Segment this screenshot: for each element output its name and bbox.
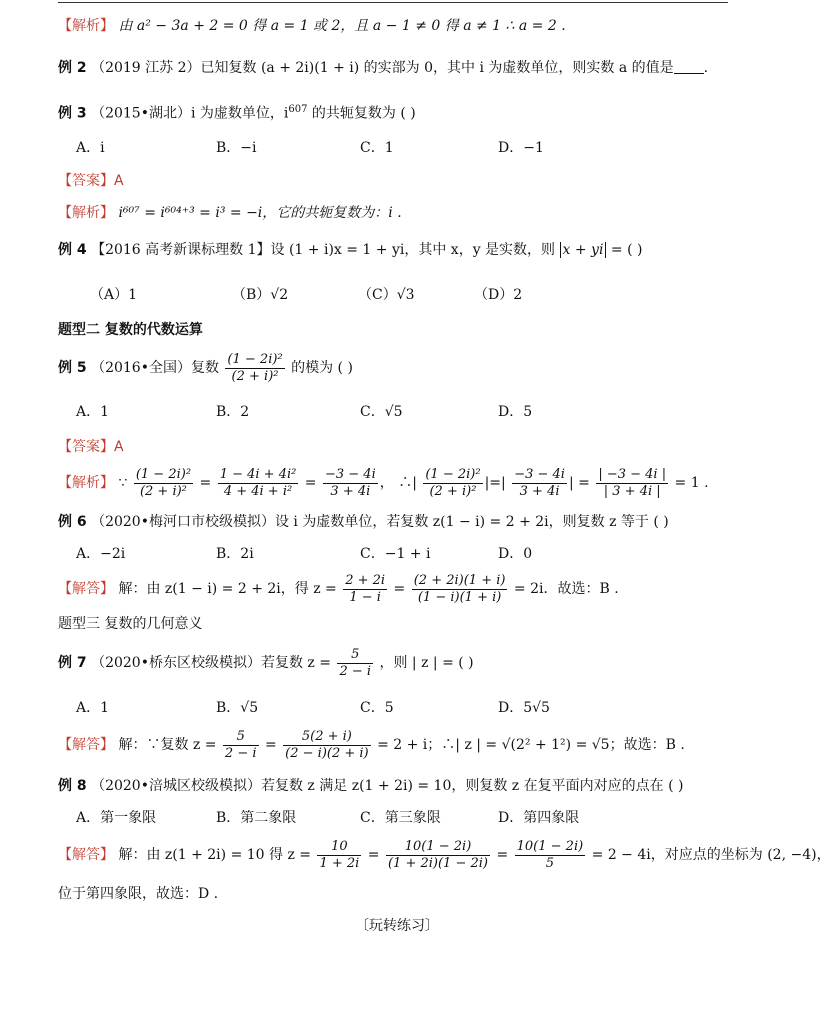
numerator: 1 − 4i + 4i² — [219, 466, 297, 482]
example-label: 例 3 — [58, 105, 87, 122]
choice-d: D．−1 — [498, 140, 544, 156]
solution-tag: 【解答】 — [58, 581, 114, 597]
solution-text: = 2i．故选：B . — [513, 581, 619, 597]
example-label: 例 7 — [58, 655, 87, 671]
analysis-tag: 【解析】 — [58, 475, 114, 491]
because-symbol: ∵ — [118, 475, 128, 491]
denominator: (2 − i)(2 + i) — [285, 745, 369, 761]
choice-c: C．√5 — [360, 404, 403, 420]
choice-a: A．1 — [76, 700, 110, 716]
denominator: (2 + i)² — [231, 368, 279, 384]
denominator: 2 − i — [224, 745, 257, 761]
solution-line-7 — [58, 726, 685, 764]
example-tail: ，则 | z | = ( ) — [379, 655, 474, 671]
denominator: 1 − i — [349, 589, 381, 605]
result: = 1 . — [674, 475, 709, 491]
example-7 — [58, 644, 474, 682]
example-text: （2020•梅河口市校级模拟）设 i 为虚数单位，若复数 z(1 − i) = 2 + 2i，则复数 z 等于 ( ) — [91, 514, 669, 530]
solution-text: 解：∵复数 z = — [118, 737, 217, 753]
choice-d: D．5√5 — [498, 700, 550, 716]
choice-b: B．√5 — [216, 700, 259, 716]
fraction — [323, 467, 378, 500]
example-label: 例 2 — [58, 60, 87, 76]
choice-a: A．1 — [76, 404, 110, 420]
example-text: （2019 江苏 2）已知复数 (a + 2i)(1 + i) 的实部为 0，其中 i 为虚数单位，则实数 a 的值是 — [91, 60, 674, 76]
equals: = — [304, 475, 317, 491]
exponent: 607 — [288, 104, 308, 115]
solution-text: 解：由 z(1 + 2i) = 10 得 z = — [118, 847, 312, 863]
fraction — [218, 467, 299, 500]
example-tail: 的共轭复数为 ( ) — [307, 105, 416, 122]
fraction — [512, 467, 567, 500]
numerator: 10 — [317, 839, 361, 856]
answer-value: A — [114, 173, 124, 189]
choice-a: A．−2i — [76, 546, 126, 562]
choice-b: B．2 — [216, 404, 250, 420]
denominator: 4 + 4i + i² — [223, 483, 293, 499]
therefore-symbol: ∴ — [398, 475, 413, 491]
example-2: 例 2 （2019 江苏 2）已知复数 (a + 2i)(1 + i) 的实部为 0，其中 i 为虚数单位，则实数 a 的值是 . — [58, 60, 709, 76]
answer-blank — [674, 59, 704, 74]
example-text: （2020•涪城区校级模拟）若复数 z 满足 z(1 + 2i) = 10，则复数 z 在复平面内对应的点在 ( ) — [91, 778, 684, 794]
example-text: （2016•全国）复数 — [91, 360, 219, 376]
fraction — [283, 729, 370, 762]
choice-c: C．−1 + i — [360, 546, 431, 562]
fraction — [515, 839, 586, 872]
solution-text: = 2 − 4i，对应点的坐标为 (2, −4)， — [591, 847, 831, 863]
solution-line-8b: 位于第四象限，故选：D . — [58, 886, 219, 902]
numerator: −3 − 4i — [514, 466, 565, 482]
analysis-tag: 【解析】 — [58, 18, 114, 34]
analysis-line-5: 【解析】 ∵ $\frac{\text{(1 − 2i)²}}{\text{(2 + i)²}}$ = $\frac{\text{1 − 4i + 4i²}}{\text{4 + 4i + i²}}$ = $\frac{-3 - 4i}{3 + 4i}$ ， ∴| $\frac{\text{(1 − 2i)²}}{\text{(2 + i)²}}$ |=| $\frac{-3 - 4i}{3 + 4i}$ | = $\frac{| -3 - 4i |}{| 3 + 4i |}$ = 1 . — [58, 466, 709, 499]
absolute-value: x + yi — [560, 242, 607, 258]
section-heading: 题型三 复数的几何意义 — [58, 616, 203, 632]
example-text: （2015•湖北）i 为虚数单位，i — [91, 105, 289, 122]
analysis-line-3 — [58, 203, 402, 223]
denominator: 5 — [545, 855, 555, 871]
equals: = — [367, 847, 380, 863]
example-6 — [58, 512, 669, 532]
practice-footer: 〔玩转练习〕 — [355, 918, 439, 934]
fraction — [225, 352, 284, 385]
solution-tag: 【解答】 — [58, 847, 114, 863]
choice-a: A．第一象限 — [76, 810, 157, 826]
example-label: 例 6 — [58, 514, 87, 530]
answer-value: A — [114, 439, 124, 455]
numerator: 2 + 2i — [345, 572, 386, 588]
equals: = — [578, 475, 590, 491]
answer-line-5 — [58, 437, 124, 457]
solution-text: 解：由 z(1 − i) = 2 + 2i，得 z = — [118, 581, 337, 597]
numerator: | −3 − 4i | — [598, 466, 667, 482]
fraction — [337, 647, 373, 680]
numerator: (1 − 2i)² — [425, 466, 481, 482]
example-text: （2020•桥东区校级模拟）若复数 z = — [91, 655, 331, 671]
fraction — [386, 839, 490, 872]
choice-c: C．第三象限 — [360, 810, 441, 826]
equals: = — [264, 737, 277, 753]
example-label: 例 4 — [58, 242, 87, 258]
equals: = — [496, 847, 509, 863]
solution-line-6 — [58, 570, 619, 608]
choice-c: C．1 — [360, 140, 394, 156]
numerator: 10(1 − 2i) — [516, 838, 584, 854]
numerator: −3 − 4i — [324, 466, 376, 482]
fraction — [343, 573, 387, 606]
analysis-tag: 【解析】 — [58, 205, 114, 221]
denominator: 3 + 4i — [519, 483, 560, 499]
choice-c: （C）√3 — [358, 287, 415, 303]
fraction — [317, 839, 361, 872]
denominator: 3 + 4i — [330, 483, 371, 499]
answer-line-3 — [58, 171, 124, 191]
example-text: 【2016 高考新课标理数 1】设 (1 + i)x = 1 + yi，其中 x，y 是实数，则 — [91, 242, 556, 258]
denominator: (1 − i)(1 + i) — [417, 589, 502, 605]
equals: = — [199, 475, 212, 491]
solution-tag: 【解答】 — [58, 737, 114, 753]
example-4 — [58, 240, 642, 260]
denominator: 1 + 2i — [319, 855, 360, 871]
choice-b: B．−i — [216, 140, 257, 156]
choice-b: （B）√2 — [232, 287, 289, 303]
denominator: | 3 + 4i | — [603, 483, 661, 499]
numerator: 10(1 − 2i) — [386, 839, 490, 856]
denominator: 2 − i — [339, 663, 372, 679]
numerator: (2 + 2i)(1 + i) — [413, 572, 506, 588]
analysis-text: 由 a² − 3a + 2 = 0 得 a = 1 或 2，且 a − 1 ≠ 0 得 a ≠ 1 ∴ a = 2 . — [118, 18, 566, 34]
choice-b: B．2i — [216, 546, 254, 562]
solution-text: = 2 + i；∴| z | = √(2² + 1²) = √5；故选：B . — [377, 737, 685, 753]
answer-tag: 【答案】 — [58, 173, 114, 189]
denominator: (2 + i)² — [429, 483, 477, 499]
example-tail: = ( ) — [606, 242, 643, 258]
fraction — [596, 467, 668, 500]
choice-a: （A）1 — [90, 287, 138, 303]
solution-line-8 — [58, 836, 831, 874]
choice-d: D．第四象限 — [498, 810, 580, 826]
choice-a: A．i — [76, 140, 105, 156]
example-5 — [58, 350, 353, 386]
numerator: (1 − 2i)² — [135, 466, 192, 482]
top-rule — [58, 2, 728, 3]
fraction — [134, 467, 193, 500]
choice-d: （D）2 — [474, 287, 523, 303]
choice-c: C．5 — [360, 700, 394, 716]
fraction — [423, 467, 482, 500]
answer-tag: 【答案】 — [58, 439, 114, 455]
example-label: 例 8 — [58, 778, 87, 794]
analysis-text: i⁶⁰⁷ = i⁶⁰⁴⁺³ = i³ = −i，它的共轭复数为：i . — [118, 205, 402, 221]
choice-b: B．第二象限 — [216, 810, 297, 826]
analysis-line-1 — [58, 16, 566, 36]
numerator: 5 — [223, 729, 259, 746]
choice-d: D．5 — [498, 404, 533, 420]
section-heading: 题型二 复数的代数运算 — [58, 322, 203, 338]
example-8 — [58, 776, 683, 796]
denominator: (2 + i)² — [139, 483, 187, 499]
choice-d: D．0 — [498, 546, 533, 562]
example-3 — [58, 100, 416, 124]
numerator: 5 — [337, 647, 373, 664]
equals: = — [393, 581, 406, 597]
fraction — [223, 729, 259, 762]
denominator: (1 + 2i)(1 − 2i) — [387, 855, 488, 871]
example-label: 例 5 — [58, 360, 87, 376]
numerator: (1 − 2i)² — [227, 351, 283, 367]
example-tail: 的模为 ( ) — [291, 360, 353, 376]
fraction — [412, 573, 508, 606]
numerator: 5(2 + i) — [283, 729, 370, 746]
